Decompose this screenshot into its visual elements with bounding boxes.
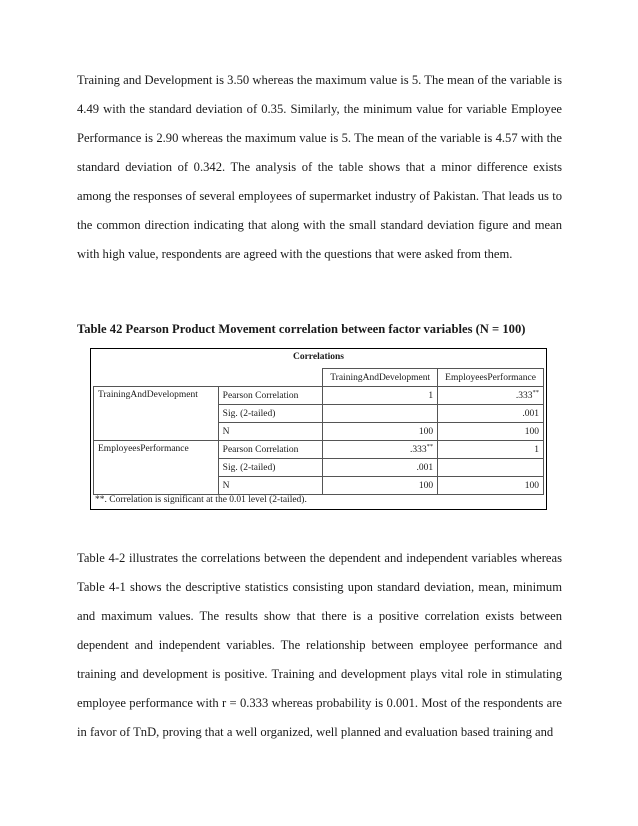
table-cell xyxy=(438,459,544,477)
correlations-table xyxy=(93,368,544,495)
body-paragraph-2: Table 4-2 illustrates the correlations between the dependent and independent variables whereas Table 4-1 shows the descriptive statistics consisting upon standard deviation, mean, minimum and maximum values. The results show that there is a positive correlation exists between dependent and independent variables. The relationship between employee performance and training and development is positive. Training and development plays vital role in stimulating employee performance with r = 0.333 whereas probability is 0.001. Most of the respondents are in favor of TnD, proving that a well organized, well planned and evaluation based training and xyxy=(77,551,562,739)
table-cell: .001 xyxy=(438,405,544,423)
table-header-row xyxy=(94,369,544,387)
column-header: TrainingAndDevelopment xyxy=(323,369,438,387)
table-cell: 1 xyxy=(438,441,544,459)
header-blank-cell xyxy=(94,369,323,387)
table-footnote: **. Correlation is significant at the 0.01 level (2-tailed). xyxy=(95,495,307,505)
stat-label: N xyxy=(218,423,323,441)
column-header: EmployeesPerformance xyxy=(438,369,544,387)
table-cell xyxy=(323,405,438,423)
table-cell: 1 xyxy=(323,387,438,405)
table-cell: .001 xyxy=(323,459,438,477)
table-cell: 100 xyxy=(323,423,438,441)
stat-label: N xyxy=(218,477,323,495)
table-caption: Table 42 Pearson Product Movement correlation between factor variables (N = 100) xyxy=(77,322,526,336)
table-cell: 100 xyxy=(438,477,544,495)
correlations-title: Correlations xyxy=(292,352,344,362)
table-cell: .333** xyxy=(438,387,544,405)
stat-label: Sig. (2-tailed) xyxy=(218,459,323,477)
table-row xyxy=(94,441,544,459)
body-paragraph-1: Training and Development is 3.50 whereas the maximum value is 5. The mean of the variable is 4.49 with the standard deviation of 0.35. Similarly, the minimum value for variable Employee Performance is 2.90 whereas the maximum value is 5. The mean of the variable is 4.57 with the standard deviation of 0.342. The analysis of the table shows that a minor difference exists among the responses of several employees of supermarket industry of Pakistan. That leads us to the common direction indicating that along with the small standard deviation figure and mean with high value, respondents are agreed with the questions that were asked from them. xyxy=(77,73,562,261)
correlations-table-box xyxy=(90,348,547,510)
row-variable-label: EmployeesPerformance xyxy=(94,441,219,495)
table-row xyxy=(94,387,544,405)
table-cell: 100 xyxy=(323,477,438,495)
stat-label: Pearson Correlation xyxy=(218,387,323,405)
table-cell: 100 xyxy=(438,423,544,441)
row-variable-label: TrainingAndDevelopment xyxy=(94,387,219,441)
table-cell: .333** xyxy=(323,441,438,459)
stat-label: Pearson Correlation xyxy=(218,441,323,459)
stat-label: Sig. (2-tailed) xyxy=(218,405,323,423)
